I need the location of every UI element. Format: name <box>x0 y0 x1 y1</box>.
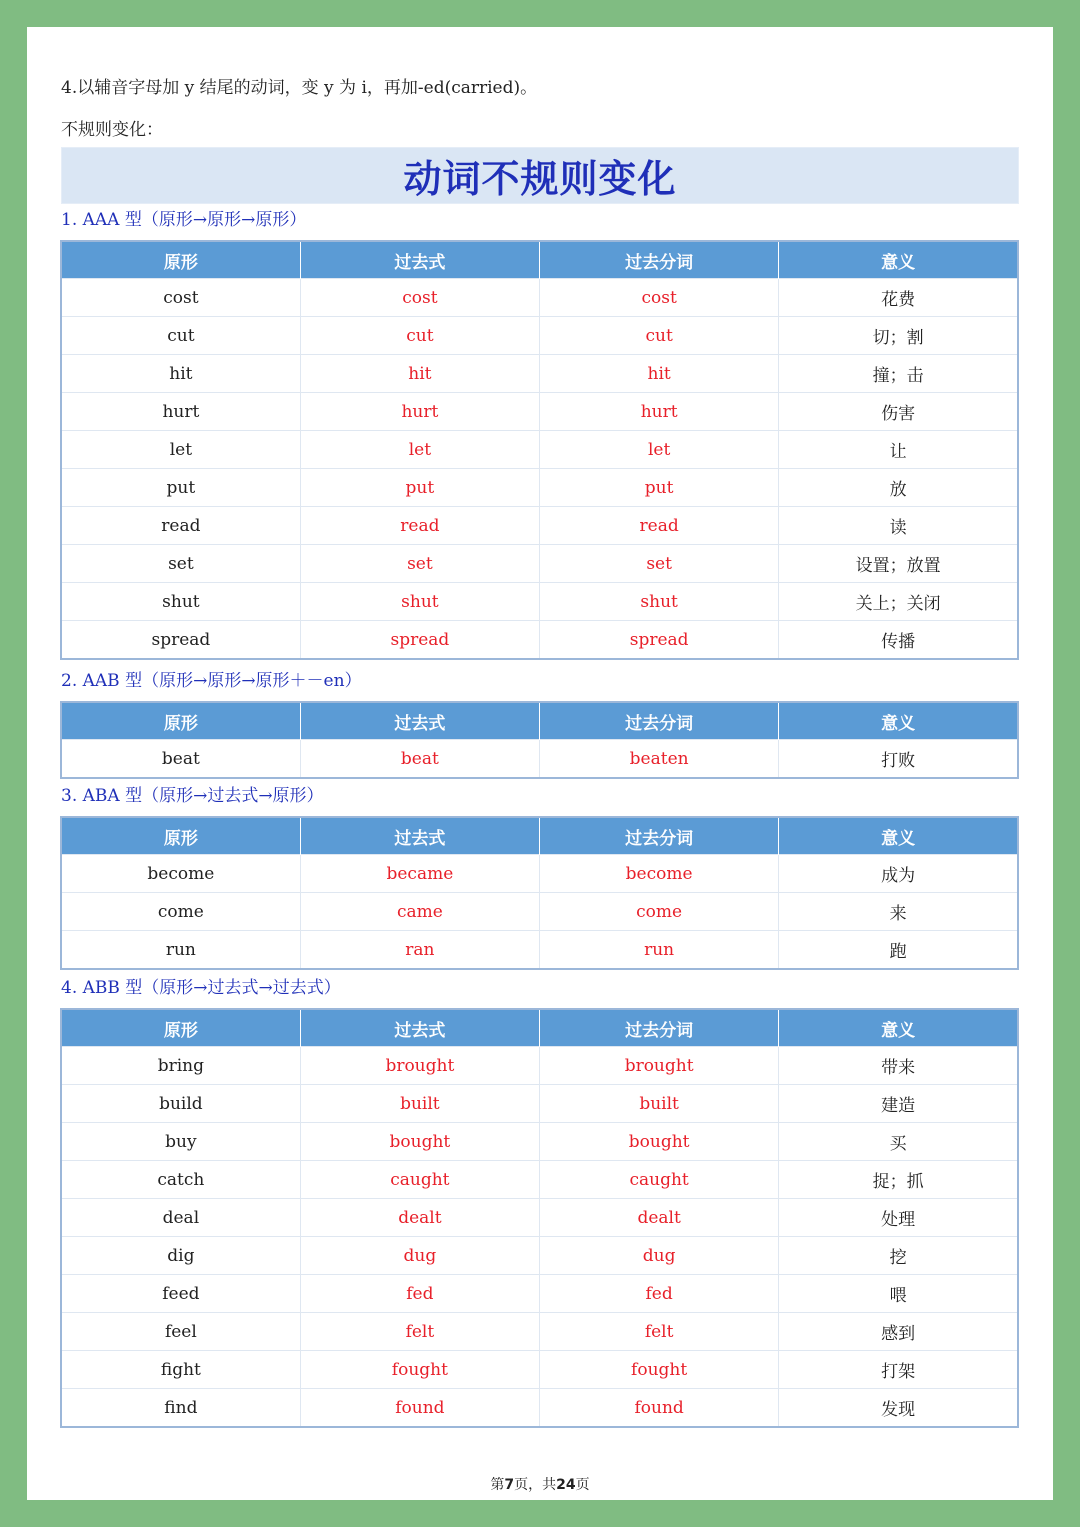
table-row <box>61 1199 1018 1237</box>
banner-title: 动词不规则变化 <box>403 157 677 201</box>
cell-meaning: 感到 <box>779 1313 1018 1351</box>
cell-meaning: 处理 <box>779 1199 1018 1237</box>
cell-meaning: 读 <box>779 507 1018 545</box>
header-past-participle: 过去分词 <box>540 702 779 740</box>
verb-table <box>60 816 1019 970</box>
cell-base-form: run <box>61 931 300 970</box>
section-title: 2. AAB 型（原形→原形→原形＋－en） <box>61 671 362 691</box>
table-row <box>61 1237 1018 1275</box>
table-header-row <box>61 702 1018 740</box>
table-row <box>61 1123 1018 1161</box>
cell-past-tense: hurt <box>300 393 539 431</box>
table-row <box>61 1313 1018 1351</box>
cell-past-tense: beat <box>300 740 539 779</box>
verb-table <box>60 240 1019 660</box>
section-title: 4. ABB 型（原形→过去式→过去式） <box>61 978 341 998</box>
cell-base-form: bring <box>61 1047 300 1085</box>
header-past-participle: 过去分词 <box>540 817 779 855</box>
cell-past-participle: caught <box>540 1161 779 1199</box>
cell-past-tense: became <box>300 855 539 893</box>
table-row <box>61 855 1018 893</box>
document-page <box>27 27 1053 1500</box>
table-row <box>61 893 1018 931</box>
cell-past-participle: spread <box>540 621 779 660</box>
cell-base-form: fight <box>61 1351 300 1389</box>
cell-base-form: dig <box>61 1237 300 1275</box>
cell-past-tense: spread <box>300 621 539 660</box>
cell-past-participle: felt <box>540 1313 779 1351</box>
table-row <box>61 1047 1018 1085</box>
header-past-tense: 过去式 <box>300 817 539 855</box>
header-meaning: 意义 <box>779 241 1018 279</box>
table-row <box>61 740 1018 779</box>
cell-base-form: cut <box>61 317 300 355</box>
table-row <box>61 1275 1018 1313</box>
irregular-label: 不规则变化： <box>61 120 163 140</box>
cell-past-tense: felt <box>300 1313 539 1351</box>
header-base-form: 原形 <box>61 817 300 855</box>
cell-past-participle: beaten <box>540 740 779 779</box>
cell-meaning: 建造 <box>779 1085 1018 1123</box>
cell-past-tense: put <box>300 469 539 507</box>
cell-meaning: 伤害 <box>779 393 1018 431</box>
cell-past-participle: set <box>540 545 779 583</box>
table-row <box>61 1085 1018 1123</box>
header-base-form: 原形 <box>61 702 300 740</box>
cell-past-tense: found <box>300 1389 539 1428</box>
cell-base-form: buy <box>61 1123 300 1161</box>
footer-middle: 页，共 <box>514 1477 557 1493</box>
table-row <box>61 931 1018 970</box>
rule-4-text: 4.以辅音字母加 y 结尾的动词，变 y 为 i，再加-ed(carried)。 <box>61 78 538 98</box>
cell-past-tense: came <box>300 893 539 931</box>
header-base-form: 原形 <box>61 241 300 279</box>
cell-past-participle: brought <box>540 1047 779 1085</box>
table-row <box>61 469 1018 507</box>
cell-past-participle: dug <box>540 1237 779 1275</box>
cell-meaning: 打架 <box>779 1351 1018 1389</box>
cell-meaning: 放 <box>779 469 1018 507</box>
cell-base-form: let <box>61 431 300 469</box>
cell-meaning: 买 <box>779 1123 1018 1161</box>
cell-past-tense: bought <box>300 1123 539 1161</box>
header-past-participle: 过去分词 <box>540 1009 779 1047</box>
table-row <box>61 1161 1018 1199</box>
cell-past-tense: read <box>300 507 539 545</box>
table-header-row <box>61 241 1018 279</box>
table-row <box>61 583 1018 621</box>
cell-base-form: spread <box>61 621 300 660</box>
cell-base-form: feed <box>61 1275 300 1313</box>
cell-base-form: feel <box>61 1313 300 1351</box>
cell-meaning: 传播 <box>779 621 1018 660</box>
cell-past-participle: hurt <box>540 393 779 431</box>
table-row <box>61 1351 1018 1389</box>
cell-past-tense: ran <box>300 931 539 970</box>
cell-base-form: find <box>61 1389 300 1428</box>
cell-base-form: put <box>61 469 300 507</box>
cell-meaning: 花费 <box>779 279 1018 317</box>
cell-past-tense: hit <box>300 355 539 393</box>
cell-past-tense: cost <box>300 279 539 317</box>
section-title: 3. ABA 型（原形→过去式→原形） <box>61 786 324 806</box>
cell-meaning: 撞；击 <box>779 355 1018 393</box>
cell-past-participle: read <box>540 507 779 545</box>
cell-past-participle: cut <box>540 317 779 355</box>
cell-meaning: 关上；关闭 <box>779 583 1018 621</box>
cell-meaning: 设置；放置 <box>779 545 1018 583</box>
cell-past-participle: run <box>540 931 779 970</box>
cell-past-participle: built <box>540 1085 779 1123</box>
cell-past-participle: come <box>540 893 779 931</box>
header-past-tense: 过去式 <box>300 241 539 279</box>
section-title: 1. AAA 型（原形→原形→原形） <box>61 210 307 230</box>
cell-meaning: 打败 <box>779 740 1018 779</box>
footer-suffix: 页 <box>575 1477 590 1493</box>
cell-meaning: 喂 <box>779 1275 1018 1313</box>
footer-total-pages: 24 <box>556 1477 576 1493</box>
footer-page-number: 7 <box>504 1477 515 1493</box>
header-base-form: 原形 <box>61 1009 300 1047</box>
table-row <box>61 545 1018 583</box>
page-footer <box>27 1474 1053 1494</box>
verb-table <box>60 1008 1019 1428</box>
cell-past-participle: fought <box>540 1351 779 1389</box>
cell-meaning: 发现 <box>779 1389 1018 1428</box>
cell-past-participle: shut <box>540 583 779 621</box>
cell-base-form: catch <box>61 1161 300 1199</box>
cell-base-form: become <box>61 855 300 893</box>
cell-meaning: 切；割 <box>779 317 1018 355</box>
cell-past-tense: built <box>300 1085 539 1123</box>
cell-past-participle: become <box>540 855 779 893</box>
cell-past-participle: cost <box>540 279 779 317</box>
cell-past-tense: let <box>300 431 539 469</box>
table-header-row <box>61 817 1018 855</box>
cell-past-participle: let <box>540 431 779 469</box>
table-row <box>61 507 1018 545</box>
table-row <box>61 621 1018 660</box>
cell-base-form: beat <box>61 740 300 779</box>
cell-past-tense: cut <box>300 317 539 355</box>
cell-past-tense: dug <box>300 1237 539 1275</box>
table-row <box>61 279 1018 317</box>
cell-past-tense: fought <box>300 1351 539 1389</box>
table-row <box>61 431 1018 469</box>
header-meaning: 意义 <box>779 817 1018 855</box>
cell-meaning: 让 <box>779 431 1018 469</box>
cell-past-tense: fed <box>300 1275 539 1313</box>
cell-past-tense: caught <box>300 1161 539 1199</box>
cell-base-form: cost <box>61 279 300 317</box>
header-past-tense: 过去式 <box>300 702 539 740</box>
cell-past-participle: fed <box>540 1275 779 1313</box>
cell-meaning: 捉；抓 <box>779 1161 1018 1199</box>
cell-meaning: 跑 <box>779 931 1018 970</box>
header-past-tense: 过去式 <box>300 1009 539 1047</box>
cell-base-form: build <box>61 1085 300 1123</box>
header-meaning: 意义 <box>779 702 1018 740</box>
footer-prefix: 第 <box>490 1477 505 1493</box>
cell-meaning: 带来 <box>779 1047 1018 1085</box>
cell-past-tense: dealt <box>300 1199 539 1237</box>
table-header-row <box>61 1009 1018 1047</box>
cell-past-tense: shut <box>300 583 539 621</box>
verb-table <box>60 701 1019 779</box>
cell-meaning: 挖 <box>779 1237 1018 1275</box>
cell-base-form: shut <box>61 583 300 621</box>
cell-past-participle: found <box>540 1389 779 1428</box>
table-row <box>61 1389 1018 1428</box>
title-banner <box>61 147 1019 204</box>
cell-past-tense: brought <box>300 1047 539 1085</box>
cell-past-participle: hit <box>540 355 779 393</box>
table-row <box>61 355 1018 393</box>
header-past-participle: 过去分词 <box>540 241 779 279</box>
cell-meaning: 来 <box>779 893 1018 931</box>
cell-past-tense: set <box>300 545 539 583</box>
cell-base-form: read <box>61 507 300 545</box>
cell-past-participle: put <box>540 469 779 507</box>
cell-base-form: set <box>61 545 300 583</box>
cell-meaning: 成为 <box>779 855 1018 893</box>
table-row <box>61 317 1018 355</box>
cell-past-participle: bought <box>540 1123 779 1161</box>
table-row <box>61 393 1018 431</box>
cell-base-form: hit <box>61 355 300 393</box>
cell-base-form: deal <box>61 1199 300 1237</box>
header-meaning: 意义 <box>779 1009 1018 1047</box>
cell-past-participle: dealt <box>540 1199 779 1237</box>
cell-base-form: come <box>61 893 300 931</box>
cell-base-form: hurt <box>61 393 300 431</box>
